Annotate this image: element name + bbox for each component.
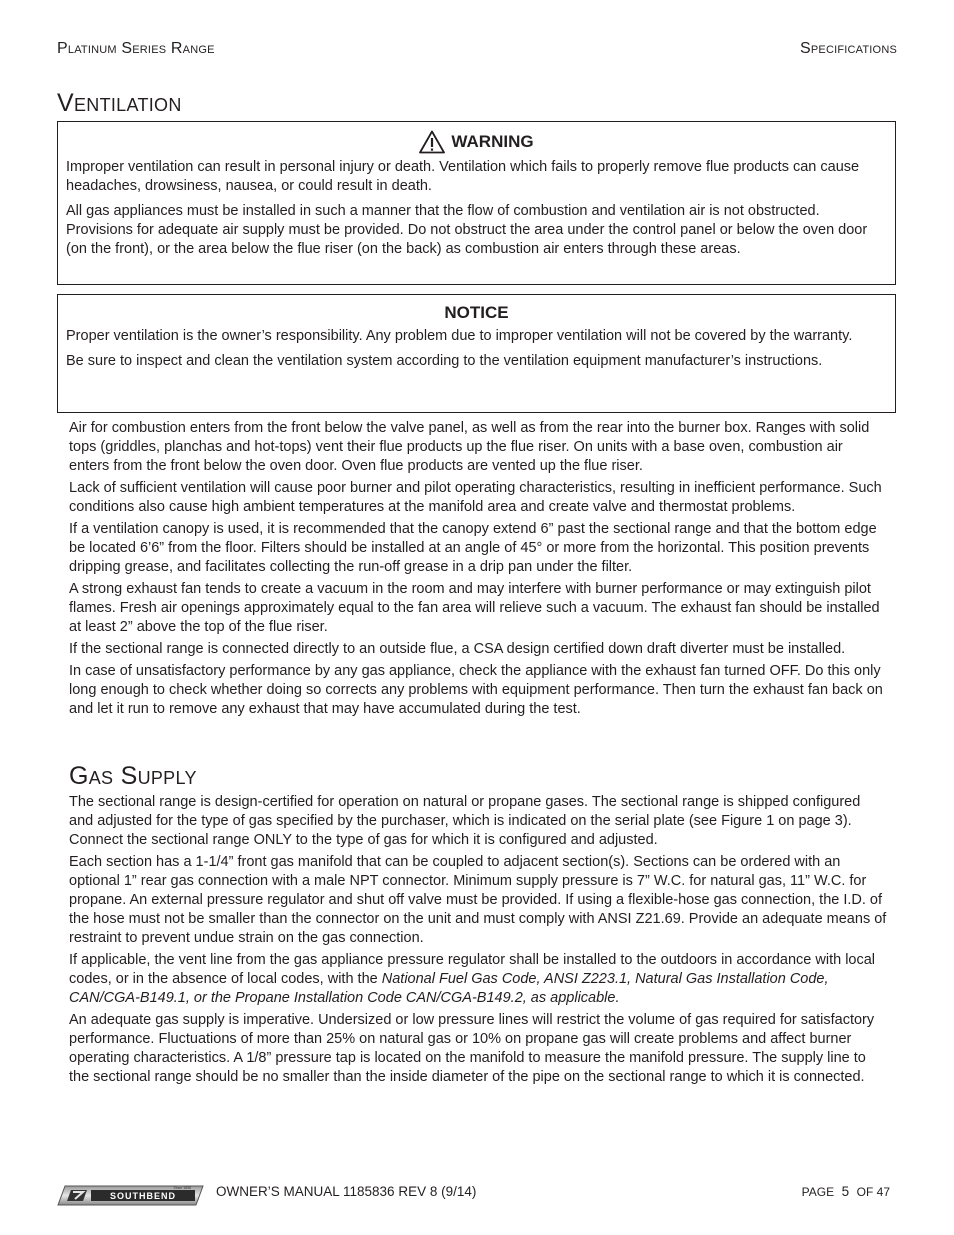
gas-paragraph bbox=[69, 951, 887, 1008]
footer-page bbox=[802, 1184, 890, 1199]
warning-text-1: Improper ventilation can result in personal injury or death. Ventilation which fails to properly remove flue products can cause headaches, drowsiness, nausea, or could result in death. bbox=[66, 159, 860, 194]
ventilation-paragraph: If a ventilation canopy is used, it is recommended that the canopy extend 6” past the sectional range and that the bottom edge be located 6’6” from the floor. Filters should be installed at an angle of 45° or more from the horizontal. This position prevents dripping grease, and facilitates collecting the run-off grease in a drip pan under the filter. bbox=[69, 521, 877, 575]
warning-heading bbox=[66, 130, 887, 154]
logo-wordmark: SOUTHBEND bbox=[109, 1191, 177, 1201]
ventilation-paragraph: Air for combustion enters from the front below the valve panel, as well as from the rear into the burner box. Ranges with solid tops (griddles, planchas and hot-tops) vent their flue products up the flue riser. On units with a base oven, combustion air enters from the front below the oven door. Oven flue products are vented up the flue riser. bbox=[69, 420, 870, 474]
header-section: Specifications bbox=[800, 40, 897, 57]
warning-triangle-icon bbox=[419, 130, 445, 154]
warning-title: WARNING bbox=[451, 132, 534, 151]
footer-manual: OWNER’S MANUAL 1185836 REV 8 (9/14) bbox=[216, 1184, 477, 1199]
gas-paragraph-text: If applicable, the vent line from the gas appliance pressure regulator shall be installed to the outdoors in accordance with local codes, or in the absence of local codes, with the bbox=[69, 952, 876, 987]
gas-paragraph: Each section has a 1-1/4” front gas manifold that can be coupled to adjacent section(s). Sections can be ordered with an optional 1” rear gas connection with a male NPT connector. Minimum supply pressure is 7” W.C. for natural gas, 11” W.C. for propane. An external pressure regulator and shut off valve must be provided. If using a flexible-hose gas connection, the I.D. of the hose must not be smaller than the connector on the unit and must comply with ANSI Z21.69. Provide an adequate means of restraint to prevent undue strain on the gas connection. bbox=[69, 854, 887, 946]
ventilation-paragraph: A strong exhaust fan tends to create a vacuum in the room and may interfere with burner performance or may extinguish pilot flames. Fresh air openings approximately equal to the fan area will relieve such a vacuum. The exhaust fan should be installed at least 2” above the top of the flue riser. bbox=[69, 581, 880, 635]
page-total: OF 47 bbox=[856, 1185, 890, 1199]
header-title: Platinum Series Range bbox=[57, 40, 215, 57]
page-label: PAGE bbox=[801, 1185, 835, 1199]
ventilation-body bbox=[69, 419, 887, 722]
gas-supply-body bbox=[69, 793, 887, 1090]
warning-box bbox=[57, 121, 896, 285]
ventilation-paragraph: If the sectional range is connected directly to an outside flue, a CSA design certified down draft diverter must be installed. bbox=[69, 641, 846, 657]
section-title-gas-supply: Gas Supply bbox=[69, 762, 197, 790]
gas-paragraph-codes: National Fuel Gas Code, ANSI Z223.1, Natural Gas Installation Code, CAN/CGA-B149.1, or the Propane Installation Code CAN/CGA-B149.2, as applicable. bbox=[69, 971, 829, 1006]
warning-text-2: All gas appliances must be installed in such a manner that the flow of combustion and ventilation air is not obstructed. Provisions for adequate air supply must be provided. Do not obstruct the area under the control panel or below the oven door (on the front), or the area below the flue riser (on the back) as combustion air enters through these areas. bbox=[66, 203, 868, 257]
ventilation-paragraph: In case of unsatisfactory performance by any gas appliance, check the appliance with the exhaust fan turned OFF. Do this only long enough to check whether doing so corrects any problems with equipment performance. Then turn the exhaust fan back on and let it run to remove any exhaust that may have accumulated during the test. bbox=[69, 663, 883, 717]
notice-text-2: Be sure to inspect and clean the ventilation system according to the ventilation equipment manufacturer’s instructions. bbox=[66, 353, 823, 369]
notice-heading bbox=[66, 303, 887, 323]
notice-text-1: Proper ventilation is the owner’s responsibility. Any problem due to improper ventilation will not be covered by the warranty. bbox=[66, 328, 853, 344]
southbend-logo bbox=[57, 1184, 204, 1206]
section-title-ventilation: Ventilation bbox=[57, 89, 182, 117]
gas-paragraph: The sectional range is design-certified for operation on natural or propane gases. The sectional range is shipped configured and adjusted for the type of gas specified by the purchaser, which is indicated on the serial plate (see Figure 1 on page 3). Connect the sectional range ONLY to the type of gas for which it is configured and adjusted. bbox=[69, 794, 861, 848]
ventilation-paragraph: Lack of sufficient ventilation will cause poor burner and pilot operating characteristics, resulting in inefficient performance. Such conditions also cause high ambient temperatures at the manifold area and create valve and thermostat problems. bbox=[69, 480, 882, 515]
logo-since: Since 1898 bbox=[173, 1186, 191, 1190]
page-number: 5 bbox=[841, 1184, 850, 1199]
notice-box bbox=[57, 294, 896, 413]
notice-title: NOTICE bbox=[444, 303, 509, 322]
gas-paragraph: An adequate gas supply is imperative. Undersized or low pressure lines will restrict the volume of gas required for satisfactory performance. Fluctuations of more than 25% on natural gas or 10% on propane gas will create problems and affect burner operating characteristics. A 1/8” pressure tap is located on the manifold to measure the manifold pressure. The supply line to the sectional range should be no smaller than the inside diameter of the pipe on the sectional range to which it is connected. bbox=[69, 1012, 875, 1085]
